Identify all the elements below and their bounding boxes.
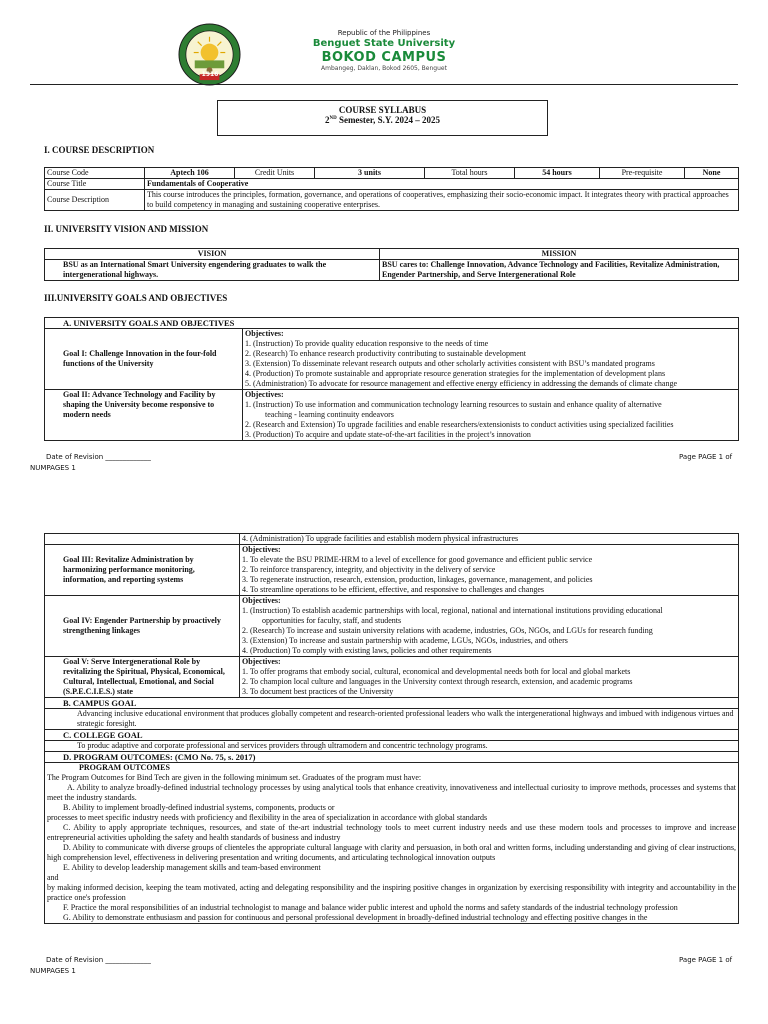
goal-3-objective: 4. To streamline operations to be efficient, effective, and responsive to challenges and changes bbox=[242, 585, 545, 594]
program-outcomes-body bbox=[45, 763, 739, 924]
goal-2-objectives: Objectives: 1. (Instruction) To use information and communication technology learning resources to sustain and enhance quality of alternative teaching - learning continuity endeavors 2. (Research and Extension) To upgrade facilities and enable researchers/extensionists to conduct activities using specialized facilities 3. (Production) To acquire and update state-of-the-art facilities in the project’s innovation bbox=[243, 390, 739, 441]
goal-3-label: Goal III: Revitalize Administration by harmonizing performance monitoring, information, and reporting systems bbox=[45, 545, 240, 596]
goal-5-objective: 1. To offer programs that embody social, cultural, economical and developmental needs both for local and global markets bbox=[242, 667, 631, 676]
course-code-label: Course Code bbox=[45, 168, 145, 179]
semester-line: 2ND Semester, S.Y. 2024 – 2025 bbox=[324, 115, 441, 125]
course-code-value: Aptech 106 bbox=[145, 168, 235, 179]
total-hours-label: Total hours bbox=[425, 168, 515, 179]
goal-4-objective: 2. (Research) To increase and sustain university relations with academe, industries, GOs, NGOs, and LGUs for research funding bbox=[242, 626, 653, 635]
goal-2-continued-label bbox=[45, 534, 240, 545]
syllabus-title: COURSE SYLLABUS bbox=[338, 105, 427, 115]
goal-2-objective: teaching - learning continuity endeavors bbox=[265, 410, 394, 419]
prerequisite-label: Pre-requisite bbox=[600, 168, 685, 179]
program-outcomes-intro: The Program Outcomes for Bind Tech are given in the following minimum set. Graduates of the program must have: bbox=[47, 773, 422, 782]
goal-4-objective: opportunities for faculty, staff, and students bbox=[262, 616, 402, 625]
goal-1-objective: 2. (Research) To enhance research productivity contributing to sustainable development bbox=[245, 349, 526, 358]
campus-name: BOKOD CAMPUS bbox=[321, 50, 447, 65]
program-outcome-b-cont: processes to meet specific industry needs with proficiency and flexibility in the area of specialization in accordance with global standards bbox=[47, 813, 488, 822]
college-goal-heading: C. COLLEGE GOAL bbox=[45, 730, 739, 741]
logo-year: 1916 bbox=[201, 71, 219, 78]
section-course-description: I. COURSE DESCRIPTION bbox=[44, 145, 155, 155]
goal-4-objective: 4. (Production) To comply with existing laws, policies and other requirements bbox=[242, 646, 492, 655]
syllabus-title-box bbox=[217, 100, 548, 136]
course-info-table bbox=[44, 167, 739, 211]
vision-text: BSU as an International Smart University engendering graduates to walk the intergenerational highways. bbox=[45, 260, 380, 281]
program-outcome-a: A. Ability to analyze broadly-defined industrial technology processes by using analytical tools that enhance creativity, innovativeness and intellectual curiosity to improve methods, processes and systems that meet the industry standards. bbox=[47, 783, 736, 802]
goal-4-objectives: Objectives: 1. (Instruction) To establish academic partnerships with local, regional, national and international institutions providing educational opportunities for faculty, staff, and students 2. (Research) To increase and sustain university relations with academe, industries, GOs, NGOs, and LGUs for research funding 3. (Extension) To increase and sustain partnership with academe, LGUs, NGOs, industries, and others 4. (Production) To comply with existing laws, policies and other requirements bbox=[240, 596, 739, 657]
header-rule bbox=[30, 84, 738, 85]
program-outcome-f: F. Practice the moral responsibilities of an industrial technologist to manage and balance wider public interest and uphold the norms and safety standards of the industrial technology profession bbox=[63, 903, 678, 912]
total-hours-value: 54 hours bbox=[515, 168, 600, 179]
page-number-2: Page PAGE 1 of bbox=[679, 956, 733, 964]
goal-4-objective: 3. (Extension) To increase and sustain partnership with academe, LGUs, NGOs, industries, and others bbox=[242, 636, 568, 645]
goal-5-objective: 3. To document best practices of the University bbox=[242, 687, 394, 696]
course-title-value: Fundamentals of Cooperative bbox=[145, 179, 739, 190]
numpages-field-2: NUMPAGES 1 bbox=[30, 967, 76, 975]
program-outcome-c: C. Ability to apply appropriate techniques, resources, and state of the-art industrial technology tools to meet current industry needs and use these modern tools and processes to improve and increase entrepreneurial activities upholding the safety and health standards of business and industry bbox=[47, 823, 736, 842]
mission-heading: MISSION bbox=[380, 249, 739, 260]
goal-1-objectives: Objectives: 1. (Instruction) To provide quality education responsive to the needs of time 2. (Research) To enhance research productivity contributing to sustainable development 3. (Extension) To disseminate relevant research outputs and other scholarly activities consistent with BSU’s mandated programs 4. (Production) To promote sustainable and appropriate resource generation strategies for the implementation of development plans 5. (Administration) To advocate for resource management and effective energy efficiency in addressing the demands of climate change bbox=[243, 329, 739, 390]
goal-3-objective: 2. To reinforce transparency, integrity, and objectivity in the delivery of service bbox=[242, 565, 496, 574]
goal-5-objective: 2. To champion local culture and languages in the University context through research, extension, and academic programs bbox=[242, 677, 633, 686]
program-outcome-e-cont: by making informed decision, keeping the team motivated, acting and delegating responsibility and the inspiring positive changes in organization by exercising responsibility with integrity and accountability in the practice one's profession bbox=[47, 883, 736, 902]
goal-3-objective: 1. To elevate the BSU PRIME-HRM to a level of excellence for good governance and efficient public service bbox=[242, 555, 593, 564]
course-title-label: Course Title bbox=[45, 179, 145, 190]
goals-heading: A. UNIVERSITY GOALS AND OBJECTIVES bbox=[45, 318, 739, 329]
college-goal-text: To produc adaptive and corporate professional and services providers through ultramodern and concentric technology programs. bbox=[45, 741, 739, 752]
campus-goal-heading: B. CAMPUS GOAL bbox=[45, 698, 739, 709]
program-outcome-d: D. Ability to communicate with diverse groups of clienteles the appropriate cultural language with clarity and persuasion, in both oral and written forms, including understanding and giving of clear instructions, high comprehension level, effectiveness in delivering presentation and writing documents, and articulating technological innovation outputs bbox=[47, 843, 736, 862]
campus-address: Ambangeg, Daklan, Bokod 2605, Benguet bbox=[321, 65, 447, 72]
goal-3-objective: 3. To regenerate instruction, research, extension, production, linkages, governance, management, and policies bbox=[242, 575, 593, 584]
goal-5-label: Goal V: Serve Intergenerational Role by revitalizing the Spiritual, Physical, Economical, Cultural, Intellectual, Emotional, and Social (S.P.E.C.I.E.S.) state bbox=[45, 657, 240, 698]
goal-4-label: Goal IV: Engender Partnership by proactively strengthening linkages bbox=[45, 596, 240, 657]
university-name: Benguet State University bbox=[312, 38, 456, 49]
goal-2-label: Goal II: Advance Technology and Facility by shaping the University become responsive to modern needs bbox=[45, 390, 243, 441]
goal-1-objective: 4. (Production) To promote sustainable and appropriate resource generation strategies for the implementation of development plans bbox=[245, 369, 666, 378]
goals-table-page1 bbox=[44, 317, 739, 441]
course-description-value: This course introduces the principles, formation, governance, and operations of cooperatives, emphasizing their socio-economic impact. It integrates theory with practical approaches to build competency in managing and sustaining cooperative enterprises. bbox=[145, 190, 739, 211]
program-outcome-b: B. Ability to implement broadly-defined industrial systems, components, products or bbox=[63, 803, 335, 812]
page-number: Page PAGE 1 of bbox=[679, 453, 733, 461]
goal-1-objective: 5. (Administration) To advocate for resource management and effective energy efficiency in addressing the demands of climate change bbox=[245, 379, 678, 388]
vision-mission-table bbox=[44, 248, 739, 281]
program-outcomes-heading: D. PROGRAM OUTCOMES: (CMO No. 75, s. 2017) bbox=[45, 752, 739, 763]
goal-3-objectives: Objectives: 1. To elevate the BSU PRIME-HRM to a level of excellence for good governance and efficient public service 2. To reinforce transparency, integrity, and objectivity in the delivery of service 3. To regenerate instruction, research, extension, production, linkages, governance, management, and policies 4. To streamline operations to be efficient, effective, and responsive to challenges and changes bbox=[240, 545, 739, 596]
goal-4-objective: 1. (Instruction) To establish academic partnerships with local, regional, national and international institutions providing educational bbox=[242, 606, 663, 615]
section-vision-mission: II. UNIVERSITY VISION AND MISSION bbox=[44, 224, 209, 234]
goal-1-objective: 1. (Instruction) To provide quality education responsive to the needs of time bbox=[245, 339, 489, 348]
course-description-label: Course Description bbox=[45, 190, 145, 211]
goal-2-objective: 3. (Production) To acquire and update state-of-the-art facilities in the project’s innovation bbox=[245, 430, 531, 439]
campus-goal-text: Advancing inclusive educational environment that produces globally competent and research-oriented professional leaders who walk the intergenerational highways and imbued with indigenous virtues and strategic foresight. bbox=[45, 709, 739, 730]
program-outcome-e-and: and bbox=[47, 873, 59, 882]
prerequisite-value: None bbox=[685, 168, 739, 179]
goal-1-objective: 3. (Extension) To disseminate relevant research outputs and other scholarly activities consistent with BSU’s mandated programs bbox=[245, 359, 655, 368]
goals-table-page2 bbox=[44, 533, 739, 924]
goal-2-objective: 2. (Research and Extension) To upgrade facilities and enable researchers/extensionists to conduct activities using specialized facilities bbox=[245, 420, 674, 429]
credit-units-value: 3 units bbox=[315, 168, 425, 179]
vision-heading: VISION bbox=[45, 249, 380, 260]
date-of-revision-2: Date of Revision _____________ bbox=[46, 956, 151, 964]
credit-units-label: Credit Units bbox=[235, 168, 315, 179]
numpages-field: NUMPAGES 1 bbox=[30, 464, 76, 472]
mission-text: BSU cares to: Challenge Innovation, Advance Technology and Facilities, Revitalize Administration, Engender Partnership, and Serve Intergenerational Role bbox=[380, 260, 739, 281]
goal-1-label: Goal I: Challenge Innovation in the four-fold functions of the University bbox=[45, 329, 243, 390]
goal-5-objectives: Objectives: 1. To offer programs that embody social, cultural, economical and developmental needs both for local and global markets 2. To champion local culture and languages in the University context through research, extension, and academic programs 3. To document best practices of the University bbox=[240, 657, 739, 698]
program-outcome-e: E. Ability to develop leadership management skills and team-based environment bbox=[63, 863, 321, 872]
program-outcome-g: G. Ability to demonstrate enthusiasm and passion for continuous and personal professional development in broadly-defined industrial technology and effecting positive changes in the bbox=[63, 913, 648, 922]
program-outcomes-subheading: PROGRAM OUTCOMES bbox=[79, 763, 170, 772]
date-of-revision: Date of Revision _____________ bbox=[46, 453, 151, 461]
goal-2-continued-objective: 4. (Administration) To upgrade facilities and establish modern physical infrastructures bbox=[240, 534, 739, 545]
republic-text: Republic of the Philippines bbox=[337, 29, 431, 37]
goal-2-objective: 1. (Instruction) To use information and communication technology learning resources to sustain and enhance quality of alternative bbox=[245, 400, 662, 409]
section-goals-objectives: III.UNIVERSITY GOALS AND OBJECTIVES bbox=[44, 293, 228, 303]
